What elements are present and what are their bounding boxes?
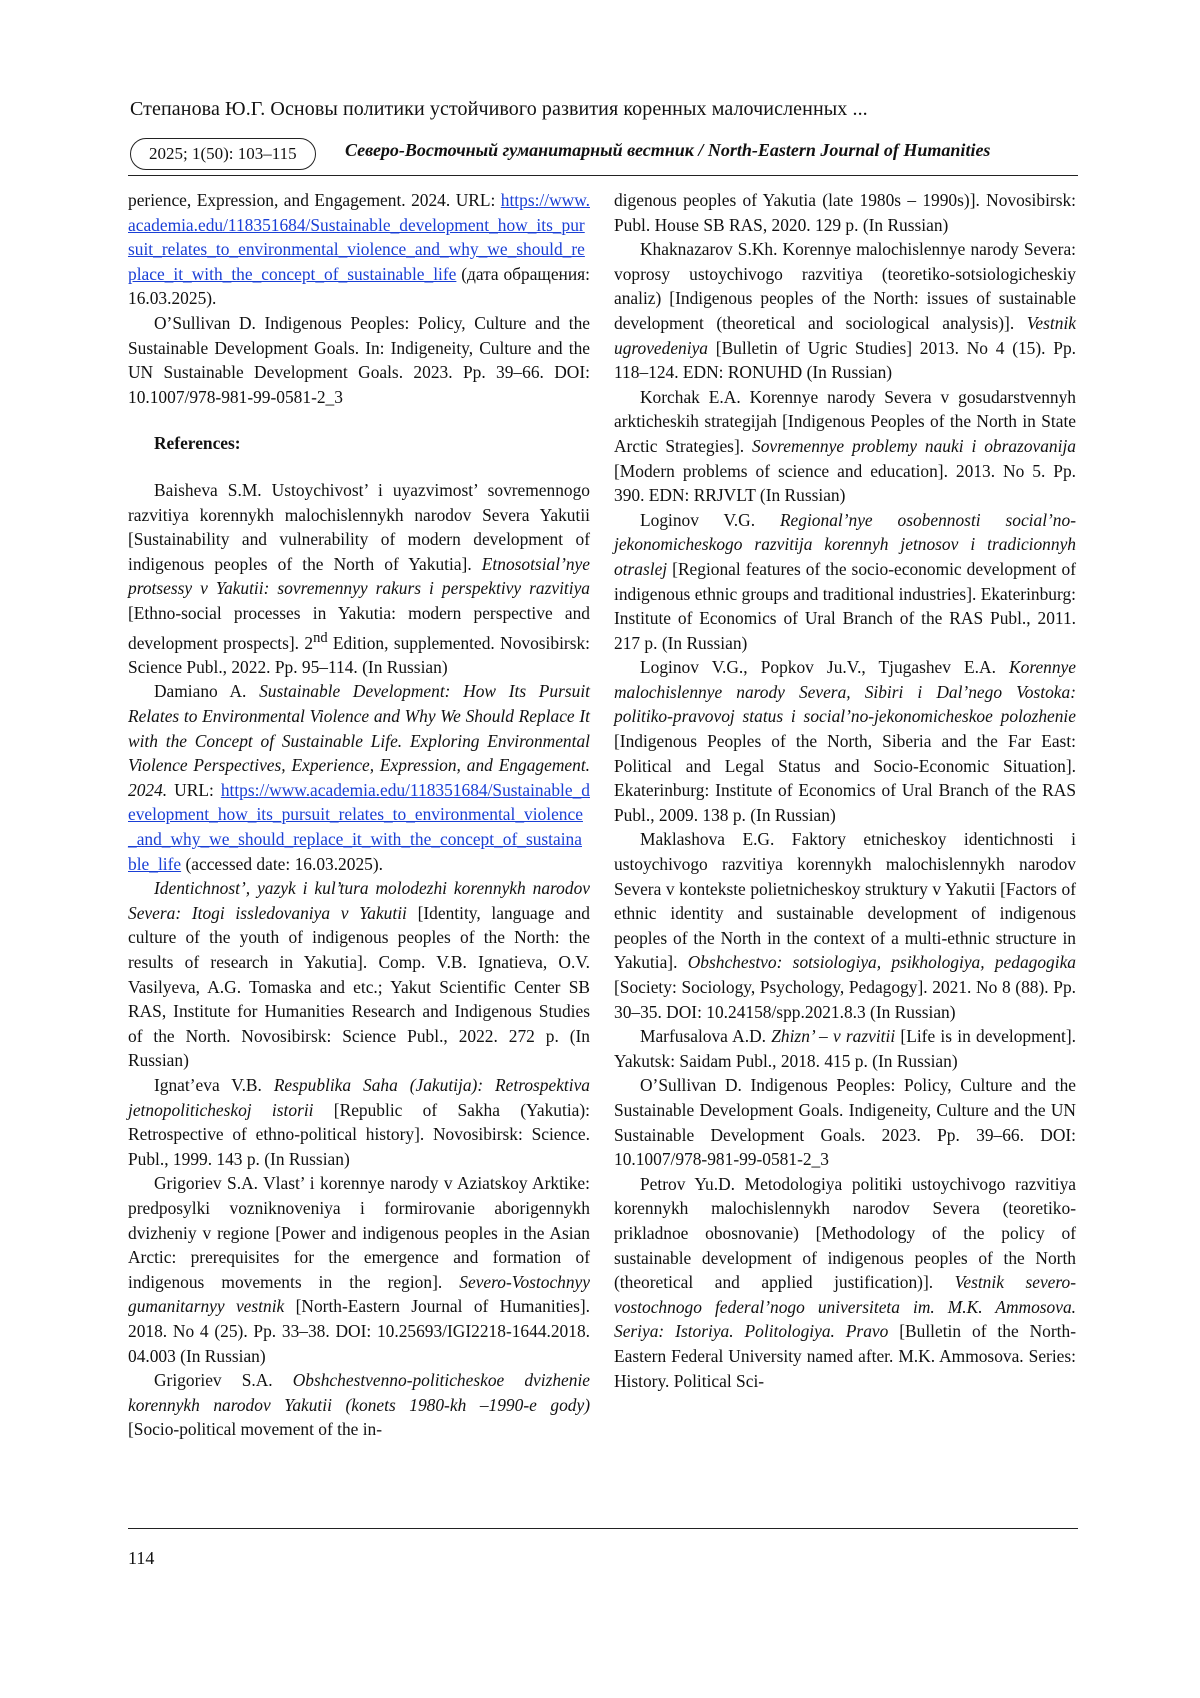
reference-continuation: perience, Expression, and Engagement. 2024. URL: https://www.academia.edu/118351684/Sustainable_development_how_its_pursuit_relates_to_environmental_violence_and_why_we_should_replace_it_with_the_concept_of_sustainable_life (дата обращения: 16.03.2025). xyxy=(128,190,590,309)
reference-maklashova: Maklashova E.G. Faktory etnicheskoy identichnosti i ustoychivogo razvitiya korennykh malochislennykh narodov Severa v kontekste polietnicheskoy struktury v Yakutii [Factors of ethnic identity and sustainable development of indigenous peoples of the North in the context of a multi-ethnic structure in Yakutia]. Obshchestvo: sotsiologiya, psikhologiya, pedagogika [Society: Sociology, Psychology, Pedagogy]. 2021. No 8 (88). Pp. 30–35. DOI: 10.24158/spp.2021.8.3 (In Russian) xyxy=(614,829,1076,1022)
reference-baisheva: Baisheva S.M. Ustoychivost’ i uyazvimost’ sovremennogo razvitiya korennykh malochislennykh narodov Severa Yakutii [Sustainability and vulnerability of modern development of indigenous peoples of the North of Yakutia]. Etnosotsial’nye protsessy v Yakutii: sovremennyy rakurs i perspektivy razvitiya [Ethno-social processes in Yakutia: modern perspective and development prospects]. 2nd Edition, supplemented. Novosibirsk: Science Publ., 2022. Pp. 95–114. (In Russian) xyxy=(128,479,590,677)
reference-damiano: Damiano A. Sustainable Development: How Its Pursuit Relates to Environmental Violence and Why We Should Replace It with the Concept of Sustainable Life. Exploring Environmental Violence Perspectives, Experience, Expression, and Engagement. 2024. URL: https://www.academia.edu/118351684/Sustainable_development_how_its_pursuit_relates_to_environmental_violence_and_why_we_should_replace_it_with_the_concept_of_sustainable_life (accessed date: 16.03.2025). xyxy=(128,681,590,874)
reference-loginov-2: Loginov V.G., Popkov Ju.V., Tjugashev E.A. Korennye malochislennye narody Severa, Sibiri i Dal’nego Vostoka: politiko-pravovoj status i social’no-jekonomicheskoe polozhenie [Indigenous Peoples of the North, Siberia and the Far East: Political and Legal Status and Socio-Economic Situation]. Ekaterinburg: Institute of Economics of Ural Branch of the RAS Publ., 2009. 138 p. (In Russian) xyxy=(614,657,1076,825)
issue-badge: 2025; 1(50): 103–115 xyxy=(130,138,316,170)
reference-ignateva: Ignat’eva V.B. Respublika Saha (Jakutija): Retrospektiva jetnopoliticheskoj istorii [Republic of Sakha (Yakutia): Retrospective of ethno-political history]. Novosibirsk: Science. Publ., 1999. 143 p. (In Russian) xyxy=(128,1074,590,1169)
reference-grigoriev-1: Grigoriev S.A. Vlast’ i korennye narody v Aziatskoy Arktike: predposylki vozniknoveniya i formirovanie aborigennykh dvizheniy v regione [Power and indigenous peoples in the Asian Arctic: prerequisites for the emergence and formation of indigenous movements in the region]. Severo-Vostochnyy gumanitarnyy vestnik [North-Eastern Journal of Humanities]. 2018. No 4 (25). Pp. 33–38. DOI: 10.25693/IGI2218-1644.2018. 04.003 (In Russian) xyxy=(128,1173,590,1366)
right-column xyxy=(614,188,1076,1393)
reference-osullivan: O’Sullivan D. Indigenous Peoples: Policy, Culture and the Sustainable Development Goals. In: Indigeneity, Culture and the UN Sustainable Development Goals. 2023. Pp. 39–66. DOI: 10.1007/978-981-99-0581-2_3 xyxy=(128,312,590,407)
reference-petrov: Petrov Yu.D. Metodologiya politiki ustoychivogo razvitiya korennykh malochislennykh narodov Severa (teoretiko-prikladnoe obosnovanie) [Methodology of the policy of sustainable development of indigenous peoples of the North (theoretical and applied justification)]. Vestnik severo-vostochnogo federal’nogo universiteta im. M.K. Ammosova. Seriya: Istoriya. Politologiya. Pravo [Bulletin of the North-Eastern Federal University named after. M.K. Ammosova. Series: History. Political Sci- xyxy=(614,1173,1076,1391)
reference-khaknazarov: Khaknazarov S.Kh. Korennye malochislennye narody Severa: voprosy ustoychivogo razvitiya (teoretiko-sotsiologicheskiy analiz) [Indigenous peoples of the North: issues of sustainable development (theoretical and sociological analysis)]. Vestnik ugrovedeniya [Bulletin of Ugric Studies] 2013. No 4 (15). Pp. 118–124. EDN: RONUHD (In Russian) xyxy=(614,239,1076,383)
references-heading: References: xyxy=(154,433,241,454)
page-number: 114 xyxy=(128,1548,155,1568)
reference-continuation: digenous peoples of Yakutia (late 1980s – 1990s)]. Novosibirsk: Publ. House SB RAS, 2020. 129 p. (In Russian) xyxy=(614,190,1076,235)
left-column xyxy=(128,188,590,1442)
reference-korchak: Korchak E.A. Korennye narody Severa v gosudarstvennyh arkticheskih strategijah [Indigenous Peoples of the North in State Arctic Strategies]. Sovremennye problemy nauki i obrazovanija [Modern problems of science and education]. 2013. No 5. Pp. 390. EDN: RRJVLT (In Russian) xyxy=(614,386,1076,506)
academia-link[interactable]: https://www.academia.edu/118351684/Sustainable_development_how_its_pursuit_relates_to_environmental_violence_and_why_we_should_replace_it_with_the_concept_of_sustainable_life xyxy=(128,779,590,874)
header-rule xyxy=(128,175,1078,176)
reference-osullivan: O’Sullivan D. Indigenous Peoples: Policy, Culture and the Sustainable Development Goals. Indigeneity, Culture and the UN Sustainable Development Goals. 2023. Pp. 39–66. DOI: 10.1007/978-981-99-0581-2_3 xyxy=(614,1075,1076,1170)
academia-link[interactable]: https://www.academia.edu/118351684/Sustainable_development_how_its_pursuit_relates_to_environmental_violence_and_why_we_should_replace_it_with_the_concept_of_sustainable_life xyxy=(128,190,590,284)
reference-grigoriev-2: Grigoriev S.A. Obshchestvenno-politicheskoe dvizhenie korennykh narodov Yakutii (konets 1980-kh –1990-e gody) [Socio-political movement of the in- xyxy=(128,1370,590,1440)
footer-rule xyxy=(128,1528,1078,1529)
reference-marfusalova: Marfusalova A.D. Zhizn’ – v razvitii [Life is in development]. Yakutsk: Saidam Publ., 2018. 415 p. (In Russian) xyxy=(614,1026,1076,1071)
journal-title: Северо-Восточный гуманитарный вестник / North-Eastern Journal of Humanities xyxy=(345,140,991,160)
reference-identichnost: Identichnost’, yazyk i kul’tura molodezhi korennykh narodov Severa: Itogi issledovaniya v Yakutii [Identity, language and culture of the youth of indigenous peoples of the North: the results of research in Yakutia]. Comp. V.B. Ignatieva, O.V. Vasilyeva, A.G. Tomaska and etc.; Yakut Scientific Center SB RAS, Institute for Humanities Research and Indigenous Studies of the North. Novosibirsk: Science Publ., 2022. 272 p. (In Russian) xyxy=(128,878,590,1071)
running-title: Степанова Ю.Г. Основы политики устойчивого развития коренных малочисленных ... xyxy=(130,98,868,120)
reference-loginov-1: Loginov V.G. Regional’nye osobennosti social’no-jekonomicheskogo razvitija korennyh jetnosov i tradicionnyh otraslej [Regional features of the socio-economic development of indigenous ethnic groups and traditional industries]. Ekaterinburg: Institute of Economics of Ural Branch of the RAS Publ., 2011. 217 p. (In Russian) xyxy=(614,509,1076,653)
